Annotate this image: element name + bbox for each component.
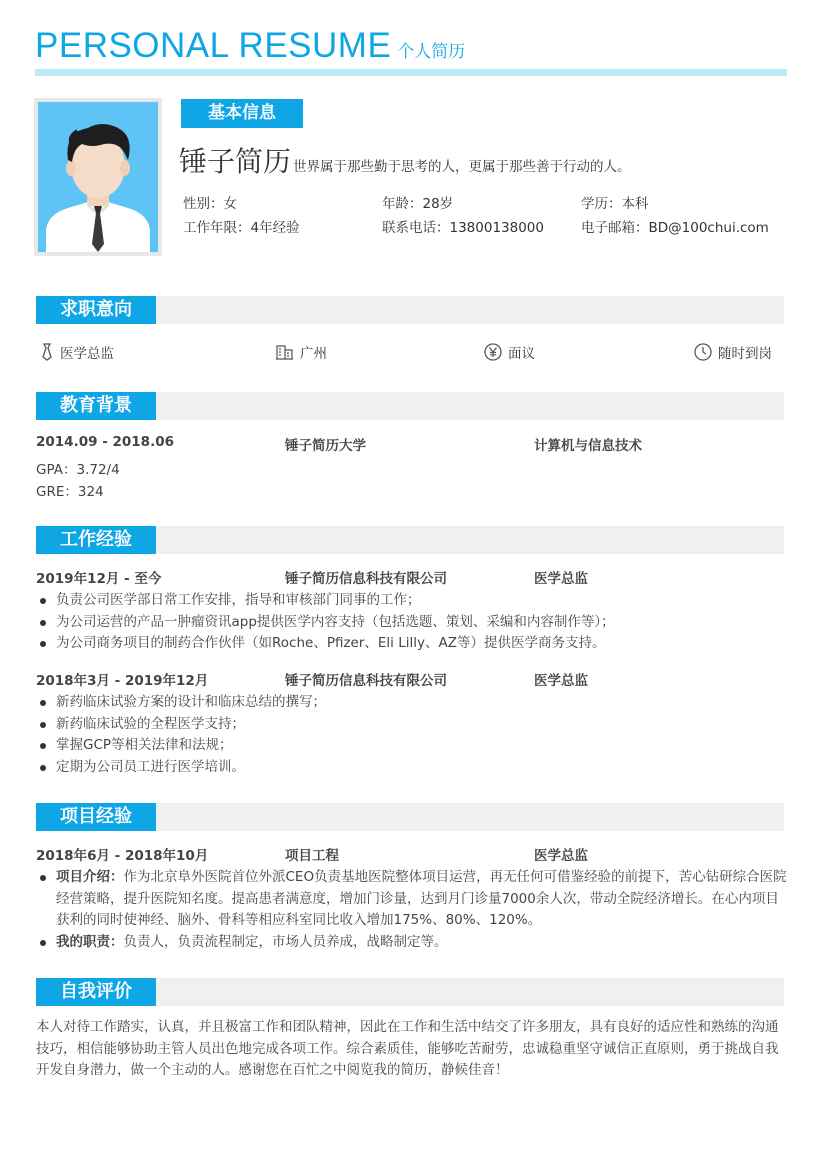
project-details bbox=[36, 867, 788, 953]
list-item: 为公司商务项目的制药合作伙伴（如Roche、Pfizer、Eli Lilly、AZ等）提供医学商务支持。 bbox=[36, 633, 788, 655]
list-item: 定期为公司员工进行医学培训。 bbox=[36, 757, 788, 779]
intent-location-label: 广州 bbox=[300, 346, 327, 362]
project-duty: 负责人，负责流程制定，市场人员养成，战略制定等。 bbox=[123, 933, 448, 950]
list-item: 新药临床试验方案的设计和临床总结的撰写； bbox=[36, 692, 788, 714]
job-company: 锤子简历信息科技有限公司 bbox=[285, 673, 447, 689]
job-company: 锤子简历信息科技有限公司 bbox=[285, 571, 447, 587]
education-row bbox=[36, 434, 784, 454]
intent-salary bbox=[484, 340, 535, 364]
intent-position-label: 医学总监 bbox=[60, 346, 114, 362]
project-name: 项目工程 bbox=[285, 848, 339, 864]
education-gre: GRE：324 bbox=[36, 484, 104, 500]
job-title: 医学总监 bbox=[534, 571, 588, 587]
project-duty-label: 我的职责： bbox=[56, 933, 124, 950]
job-duties bbox=[36, 590, 788, 655]
job-row bbox=[36, 669, 784, 689]
resume-header bbox=[35, 26, 787, 66]
header-subtitle: 个人简历 bbox=[397, 42, 466, 62]
header-title: PERSONAL RESUME bbox=[35, 26, 392, 65]
section-title: 求职意向 bbox=[36, 296, 156, 324]
education-period: 2014.09 - 2018.06 bbox=[36, 434, 174, 450]
project-intro-label: 项目介绍： bbox=[56, 869, 124, 885]
intent-availability bbox=[694, 340, 772, 364]
education-school: 锤子简历大学 bbox=[285, 438, 366, 454]
header-divider bbox=[35, 69, 787, 76]
email-field: 电子邮箱：BD@100chui.com bbox=[581, 220, 769, 236]
yen-icon bbox=[484, 343, 502, 361]
section-title: 自我评价 bbox=[36, 978, 156, 1006]
avatar bbox=[38, 102, 158, 252]
education-gpa: GPA：3.72/4 bbox=[36, 462, 120, 478]
education-major: 计算机与信息技术 bbox=[534, 438, 642, 454]
list-item: 新药临床试验的全程医学支持； bbox=[36, 714, 788, 736]
intent-availability-label: 随时到岗 bbox=[718, 346, 772, 362]
gender-field: 性别：女 bbox=[183, 196, 237, 212]
age-field: 年龄：28岁 bbox=[382, 196, 454, 212]
basic-info-grid bbox=[183, 190, 783, 238]
section-title: 教育背景 bbox=[36, 392, 156, 420]
section-header-self bbox=[36, 978, 784, 1006]
project-row bbox=[36, 844, 784, 864]
project-period: 2018年6月 - 2018年10月 bbox=[36, 848, 209, 864]
profile-photo-frame bbox=[34, 98, 162, 256]
section-header-work bbox=[36, 526, 784, 554]
list-item: 为公司运营的产品一肿瘤资讯app提供医学内容支持（包括选题、策划、采编和内容制作等）； bbox=[36, 612, 788, 634]
intent-location bbox=[276, 340, 327, 364]
project-intro: 作为北京阜外医院首位外派CEO负责基地医院整体项目运营，再无任何可借鉴经验的前提下，苦心钻研综合医院经营策略，提升医院知名度。提高患者满意度，增加门诊量，达到月门诊量7000余人次，带动全院经济增长。在心内项目获利的同时使神经、脑外、骨科等相应科室同比收入增加175%、80%、120%。 bbox=[56, 869, 787, 928]
degree-field: 学历：本科 bbox=[581, 196, 649, 212]
motto: 世界属于那些勤于思考的人，更属于那些善于行动的人。 bbox=[293, 159, 631, 175]
phone-field: 联系电话：13800138000 bbox=[382, 220, 544, 236]
info-row bbox=[183, 190, 783, 214]
job-period: 2019年12月 - 至今 bbox=[36, 571, 162, 587]
list-item bbox=[36, 867, 788, 932]
building-icon bbox=[276, 344, 294, 360]
job-row bbox=[36, 567, 784, 587]
candidate-name: 锤子简历 bbox=[179, 145, 292, 178]
job-period: 2018年3月 - 2019年12月 bbox=[36, 673, 209, 689]
section-title: 项目经验 bbox=[36, 803, 156, 831]
intent-salary-label: 面议 bbox=[508, 346, 535, 362]
project-role: 医学总监 bbox=[534, 848, 588, 864]
job-duties bbox=[36, 692, 788, 778]
section-header-project bbox=[36, 803, 784, 831]
section-header-education bbox=[36, 392, 784, 420]
list-item: 负责公司医学部日常工作安排，指导和审核部门同事的工作； bbox=[36, 590, 788, 612]
self-evaluation-text: 本人对待工作踏实，认真，并且极富工作和团队精神，因此在工作和生活中结交了许多朋友，具有良好的适应性和熟练的沟通技巧，相信能够协助主管人员出色地完成各项工作。综合素质佳，能够吃苦耐劳，忠诚稳重坚守诚信正直原则，勇于挑战自我开发自身潜力，做一个主动的人。感谢您在百忙之中阅览我的简历，静候佳音！ bbox=[36, 1019, 779, 1078]
section-header-intent bbox=[36, 296, 784, 324]
info-row bbox=[183, 214, 783, 238]
clock-icon bbox=[694, 343, 712, 361]
tie-icon bbox=[40, 343, 54, 361]
intent-row bbox=[36, 340, 784, 364]
intent-position bbox=[40, 340, 114, 364]
basic-info-badge: 基本信息 bbox=[181, 99, 303, 128]
list-item bbox=[36, 932, 788, 954]
section-title: 工作经验 bbox=[36, 526, 156, 554]
list-item: 掌握GCP等相关法律和法规； bbox=[36, 735, 788, 757]
experience-field: 工作年限：4年经验 bbox=[183, 220, 300, 236]
job-title: 医学总监 bbox=[534, 673, 588, 689]
name-line bbox=[179, 140, 631, 180]
